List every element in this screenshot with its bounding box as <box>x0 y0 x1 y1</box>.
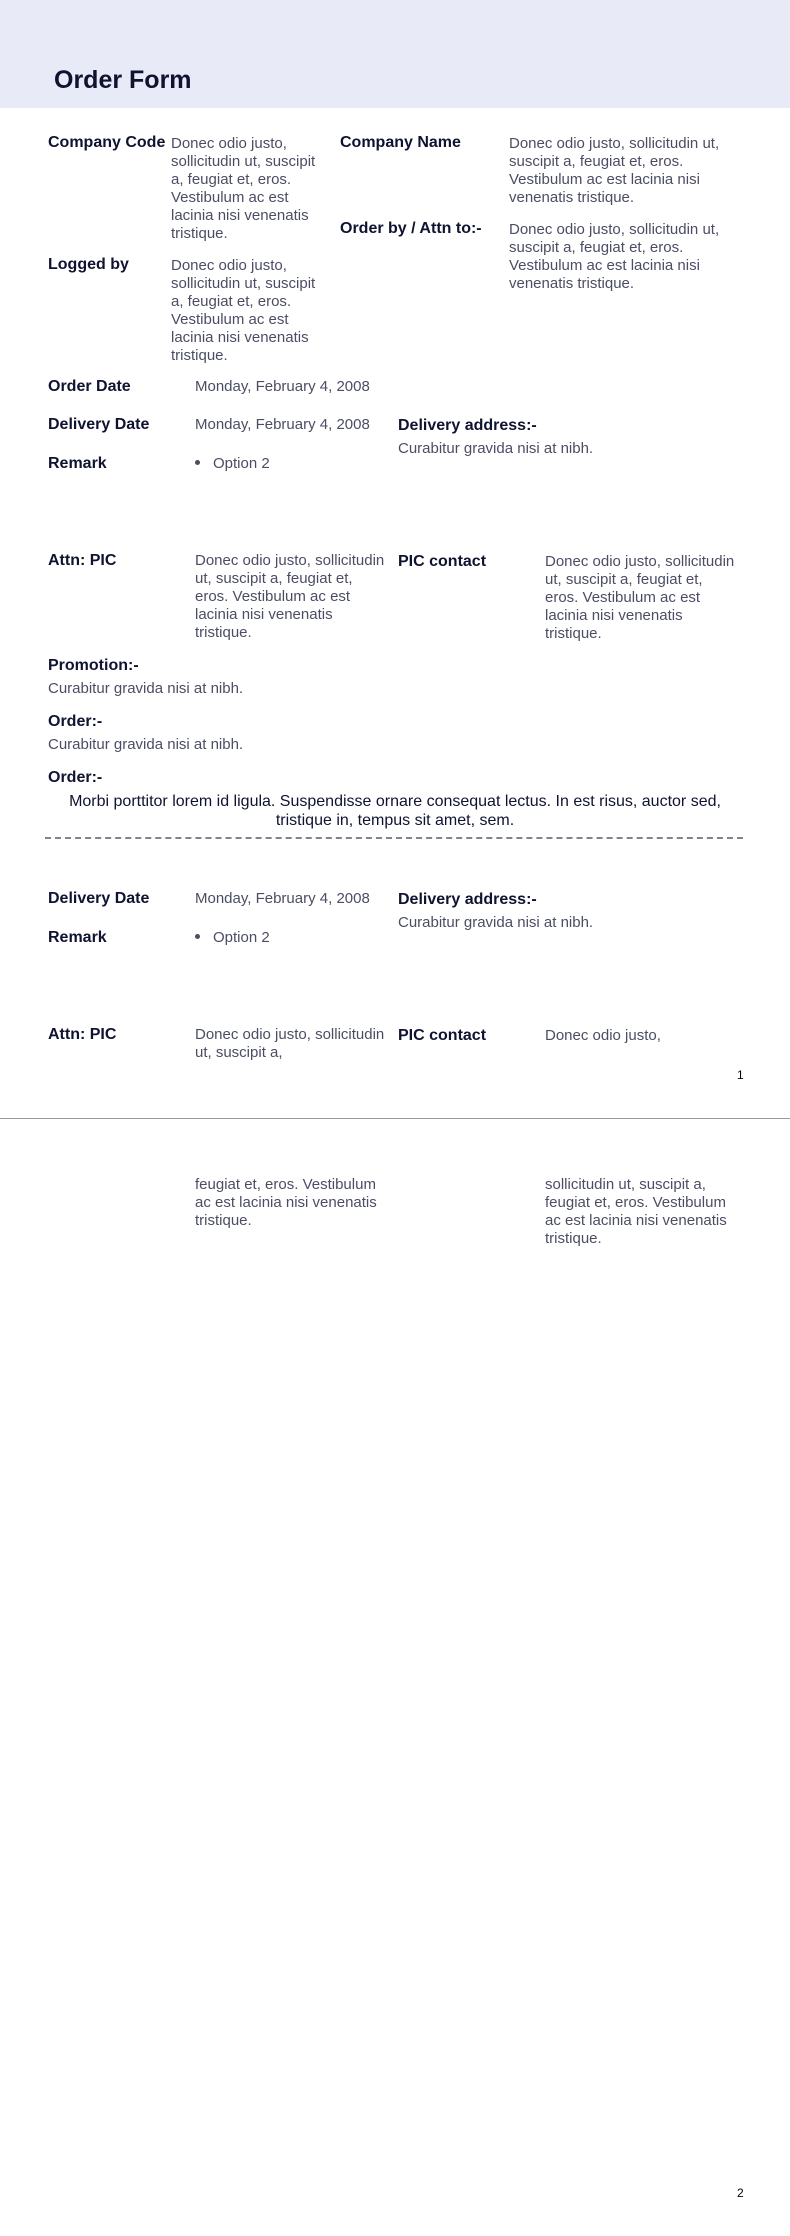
dashed-divider <box>45 837 743 839</box>
order-label: Order:- <box>48 713 103 730</box>
promotion-label: Promotion:- <box>48 657 139 674</box>
remark-option-label: Option 2 <box>213 455 270 472</box>
pic-contact-label-2: PIC contact <box>398 1027 487 1044</box>
company-code-value: Donec odio justo, sollicitudin ut, suscipit a, feugiat et, eros. Vestibulum ac est lacinia nisi venenatis tristique. <box>171 135 316 242</box>
bullet-icon <box>195 934 200 939</box>
order-by-label: Order by / Attn to:- <box>340 220 482 237</box>
logged-by-label: Logged by <box>48 256 129 273</box>
order-label-2: Order:- <box>48 769 103 786</box>
company-name-label: Company Name <box>340 134 461 151</box>
pic-contact-value[interactable]: Donec odio justo, sollicitudin ut, suscipit a, feugiat et, eros. Vestibulum ac est lacinia nisi venenatis tristique. <box>545 553 735 642</box>
page-title: Order Form <box>54 66 192 94</box>
remark-label: Remark <box>48 455 107 472</box>
attn-pic-value[interactable]: Donec odio justo, sollicitudin ut, suscipit a, feugiat et, eros. Vestibulum ac est lacinia nisi venenatis tristique. <box>195 552 385 641</box>
delivery-address-value[interactable]: Curabitur gravida nisi at nibh. <box>398 440 594 457</box>
attn-pic-label: Attn: PIC <box>48 552 117 569</box>
order-date-value[interactable]: Monday, February 4, 2008 <box>195 378 370 395</box>
pic-contact-value-continued[interactable]: sollicitudin ut, suscipit a, feugiat et, eros. Vestibulum ac est lacinia nisi venenatis tristique. <box>545 1176 727 1247</box>
order-description[interactable]: Morbi porttitor lorem id ligula. Suspendisse ornare consequat lectus. In est risus, auctor sed, tristique in, tempus sit amet, sem. <box>69 793 721 829</box>
order-by-value: Donec odio justo, sollicitudin ut, suscipit a, feugiat et, eros. Vestibulum ac est lacinia nisi venenatis tristique. <box>509 221 720 292</box>
attn-pic-label-2: Attn: PIC <box>48 1026 117 1043</box>
attn-pic-value-2[interactable]: Donec odio justo, sollicitudin ut, suscipit a, <box>195 1026 385 1061</box>
bullet-icon <box>195 460 200 465</box>
remark-label-2: Remark <box>48 929 107 946</box>
page-number-2: 2 <box>737 2186 744 2200</box>
delivery-address-value-2[interactable]: Curabitur gravida nisi at nibh. <box>398 914 594 931</box>
pic-contact-value-2[interactable]: Donec odio justo, <box>545 1027 661 1044</box>
delivery-date-label-2: Delivery Date <box>48 890 150 907</box>
delivery-date-value-2[interactable]: Monday, February 4, 2008 <box>195 890 370 907</box>
pic-contact-label: PIC contact <box>398 553 487 570</box>
company-name-value: Donec odio justo, sollicitudin ut, suscipit a, feugiat et, eros. Vestibulum ac est lacinia nisi venenatis tristique. <box>509 135 720 206</box>
delivery-date-label: Delivery Date <box>48 416 150 433</box>
logged-by-value: Donec odio justo, sollicitudin ut, suscipit a, feugiat et, eros. Vestibulum ac est lacinia nisi venenatis tristique. <box>171 257 316 364</box>
page-break <box>0 1118 790 1119</box>
remark-option-2[interactable] <box>195 929 270 947</box>
delivery-date-value[interactable]: Monday, February 4, 2008 <box>195 416 370 433</box>
remark-option[interactable] <box>195 455 270 473</box>
company-code-label: Company Code <box>48 134 166 151</box>
remark-option-label-2: Option 2 <box>213 929 270 946</box>
delivery-address-label-2: Delivery address:- <box>398 891 537 908</box>
promotion-value[interactable]: Curabitur gravida nisi at nibh. <box>48 680 244 697</box>
page-number: 1 <box>737 1068 744 1082</box>
order-value[interactable]: Curabitur gravida nisi at nibh. <box>48 736 244 753</box>
order-date-label: Order Date <box>48 378 131 395</box>
attn-pic-value-continued[interactable]: feugiat et, eros. Vestibulum ac est lacinia nisi venenatis tristique. <box>195 1176 377 1229</box>
delivery-address-label: Delivery address:- <box>398 417 537 434</box>
